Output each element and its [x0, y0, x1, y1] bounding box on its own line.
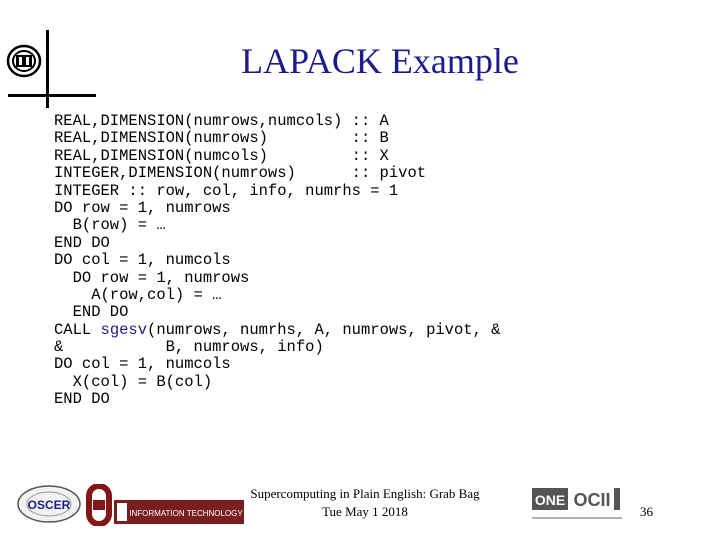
one-logo-text: ONE [534, 492, 566, 508]
footer-line-2: Tue May 1 2018 [322, 504, 408, 519]
code-line: END DO [54, 233, 110, 252]
oscer-logo-icon [16, 484, 82, 524]
code-line: END DO [54, 390, 110, 409]
globe-logo-icon [6, 44, 42, 78]
code-keyword: sgesv [100, 320, 148, 339]
footer-text [230, 485, 500, 521]
footer-line-1: Supercomputing in Plain English: Grab Bag [250, 486, 480, 501]
code-block [54, 113, 501, 409]
it-logo-text: INFORMATION TECHNOLOGY [129, 509, 243, 518]
code-line: X(col) = B(col) [54, 372, 213, 391]
ocii-logo-text: OCII [573, 490, 611, 510]
code-line: DO row = 1, numrows [54, 268, 250, 287]
code-line: REAL,DIMENSION(numrows,numcols) :: A [54, 112, 389, 130]
code-line: END DO [54, 303, 129, 322]
code-line: DO row = 1, numrows [54, 198, 231, 217]
code-line: INTEGER,DIMENSION(numrows) :: pivot [54, 164, 427, 183]
code-line: B(row) = … [54, 216, 166, 235]
code-line: INTEGER :: row, col, info, numrhs = 1 [54, 181, 399, 200]
it-logo-icon [114, 500, 244, 524]
code-text: (numrows, numrhs, A, numrows, pivot, & [147, 320, 501, 339]
code-line: REAL,DIMENSION(numcols) :: X [54, 146, 389, 165]
code-line [54, 322, 501, 339]
page-number: 36 [640, 504, 653, 519]
code-text: CALL [54, 320, 101, 339]
code-line: A(row,col) = … [54, 285, 222, 304]
slide-title: LAPACK Example [241, 41, 519, 81]
oscer-logo-text: OSCER [27, 498, 71, 512]
horizontal-rule [8, 94, 96, 97]
oneocii-logo-icon [530, 486, 626, 524]
ou-logo-icon [84, 484, 114, 526]
code-line: DO col = 1, numcols [54, 251, 231, 270]
code-line: & B, numrows, info) [54, 338, 324, 357]
code-line: DO col = 1, numcols [54, 355, 231, 374]
code-line: REAL,DIMENSION(numrows) :: B [54, 129, 389, 148]
